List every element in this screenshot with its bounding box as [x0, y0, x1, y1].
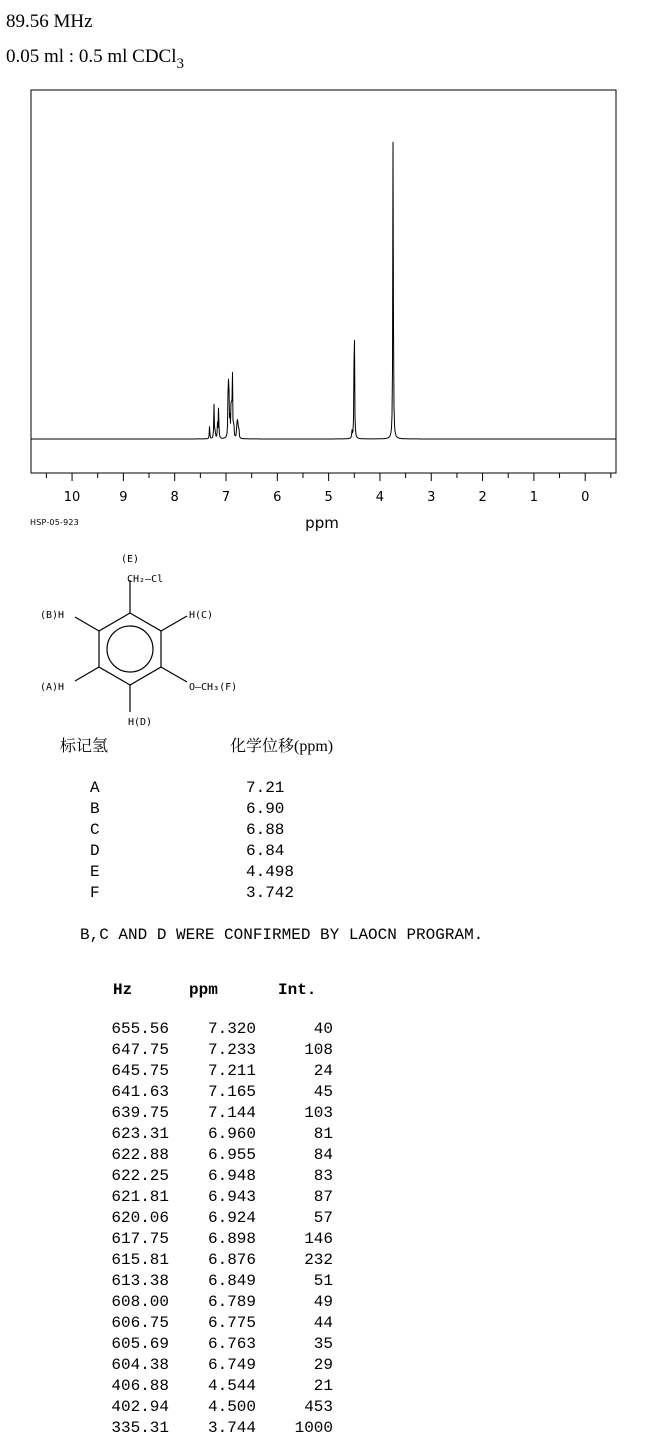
- och3-group: O—CH₃(F): [189, 682, 238, 693]
- peak-int: 24: [313, 1062, 333, 1080]
- x-tick-label: 1: [529, 490, 539, 505]
- solvent-text: 0.05 ml : 0.5 ml CDCl: [6, 46, 177, 67]
- x-tick-label: 3: [427, 490, 436, 505]
- peak-int: 57: [313, 1209, 333, 1227]
- peak-int: 49: [313, 1293, 333, 1311]
- shift-row-label: D: [90, 842, 100, 860]
- peak-header-int: Int.: [278, 981, 317, 999]
- peak-ppm: 6.789: [207, 1293, 256, 1311]
- x-tick-label: 7: [221, 490, 231, 505]
- shift-row-ppm: 6.90: [246, 800, 285, 818]
- peak-ppm: 6.924: [207, 1209, 256, 1227]
- peak-hz: 621.81: [111, 1188, 169, 1206]
- shift-col-ppm: 化学位移(ppm): [230, 738, 334, 755]
- ring-hexagon: [99, 613, 161, 685]
- peak-hz: 608.00: [111, 1293, 169, 1311]
- x-axis-tick-labels: [64, 490, 590, 505]
- shift-row-ppm: 6.84: [246, 842, 285, 860]
- peak-int: 108: [304, 1041, 333, 1059]
- peak-hz: 645.75: [111, 1062, 169, 1080]
- peak-ppm: 4.500: [207, 1398, 256, 1416]
- peak-ppm: 7.165: [207, 1083, 256, 1101]
- bond-upper-right: [161, 616, 187, 631]
- label-e: (E): [120, 554, 140, 565]
- peak-int: 83: [313, 1167, 333, 1185]
- peak-int: 146: [304, 1230, 333, 1248]
- benzene-ring: [75, 580, 187, 712]
- peak-hz: 613.38: [111, 1272, 169, 1290]
- peak-hz: 335.31: [111, 1419, 169, 1437]
- peak-ppm: 6.775: [207, 1314, 256, 1332]
- peak-hz: 605.69: [111, 1335, 169, 1353]
- peak-ppm: 6.898: [207, 1230, 256, 1248]
- peak-int: 51: [313, 1272, 333, 1290]
- shift-row-label: C: [90, 821, 100, 839]
- shift-row-ppm: 6.88: [246, 821, 285, 839]
- x-tick-label: 5: [324, 490, 333, 505]
- x-axis-ticks: [46, 473, 610, 481]
- peak-ppm: 6.960: [207, 1125, 256, 1143]
- plot-frame: [31, 90, 616, 473]
- bond-lower-right: [161, 667, 187, 682]
- peak-hz: 623.31: [111, 1125, 169, 1143]
- peak-hz: 622.88: [111, 1146, 169, 1164]
- peak-hz: 641.63: [111, 1083, 169, 1101]
- confirmation-note: B,C AND D WERE CONFIRMED BY LAOCN PROGRAM.: [80, 926, 484, 944]
- peak-ppm: 7.144: [207, 1104, 256, 1122]
- peak-ppm: 7.320: [207, 1020, 256, 1038]
- peak-hz: 647.75: [111, 1041, 169, 1059]
- ring-circle: [107, 626, 153, 672]
- shift-row-ppm: 3.742: [246, 884, 295, 902]
- shift-row-label: F: [90, 884, 100, 902]
- peak-hz: 402.94: [111, 1398, 169, 1416]
- peak-int: 44: [313, 1314, 333, 1332]
- peak-hz: 622.25: [111, 1167, 169, 1185]
- peak-int: 40: [313, 1020, 333, 1038]
- ch2cl-group: CH₂—Cl: [127, 574, 164, 585]
- peak-ppm: 6.749: [207, 1356, 256, 1374]
- spectrum-code: HSP-05-923: [30, 518, 79, 527]
- shift-row-label: B: [90, 800, 100, 818]
- x-tick-label: 0: [581, 490, 590, 505]
- peak-ppm: 6.763: [207, 1335, 256, 1353]
- label-hc: H(C): [189, 610, 214, 621]
- peak-header-ppm: ppm: [189, 981, 218, 999]
- peak-int: 1000: [294, 1419, 333, 1437]
- peak-int: 29: [313, 1356, 333, 1374]
- bond-upper-left: [75, 617, 99, 631]
- peak-int: 453: [304, 1398, 333, 1416]
- peak-ppm: 7.233: [207, 1041, 256, 1059]
- shift-row-label: A: [90, 779, 100, 797]
- label-bh: (B)H: [40, 610, 65, 621]
- label-hd: H(D): [128, 717, 153, 728]
- peak-ppm: 6.849: [207, 1272, 256, 1290]
- x-tick-label: 2: [478, 490, 487, 505]
- x-tick-label: 8: [170, 490, 179, 505]
- peak-int: 87: [313, 1188, 333, 1206]
- x-tick-label: 4: [375, 490, 385, 505]
- structure-diagram: [0, 540, 330, 730]
- peak-hz: 620.06: [111, 1209, 169, 1227]
- peak-int: 232: [304, 1251, 333, 1269]
- shift-row-ppm: 7.21: [246, 779, 285, 797]
- peak-hz: 617.75: [111, 1230, 169, 1248]
- peak-hz: 606.75: [111, 1314, 169, 1332]
- label-ah: (A)H: [40, 682, 65, 693]
- solvent-subscript: 3: [176, 56, 184, 72]
- peak-int: 45: [313, 1083, 333, 1101]
- peak-hz: 639.75: [111, 1104, 169, 1122]
- spectrum-trace: [31, 142, 616, 439]
- peak-ppm: 6.955: [207, 1146, 256, 1164]
- peak-int: 81: [313, 1125, 333, 1143]
- peak-hz: 655.56: [111, 1020, 169, 1038]
- peak-ppm: 4.544: [207, 1377, 256, 1395]
- shift-row-label: E: [90, 863, 100, 881]
- peak-ppm: 6.948: [207, 1167, 256, 1185]
- peak-int: 103: [304, 1104, 333, 1122]
- peak-hz: 604.38: [111, 1356, 169, 1374]
- bond-lower-left: [75, 667, 99, 681]
- peak-ppm: 7.211: [207, 1062, 256, 1080]
- peak-int: 21: [313, 1377, 333, 1395]
- peak-hz: 406.88: [111, 1377, 169, 1395]
- spectrometer-frequency: 89.56 MHz: [6, 11, 93, 32]
- x-axis-label: ppm: [305, 514, 339, 532]
- peak-ppm: 3.744: [207, 1419, 256, 1437]
- peak-ppm: 6.876: [207, 1251, 256, 1269]
- peak-header-hz: Hz: [113, 981, 133, 999]
- x-tick-label: 6: [273, 490, 282, 505]
- peak-hz: 615.81: [111, 1251, 169, 1269]
- peak-int: 35: [313, 1335, 333, 1353]
- peak-int: 84: [313, 1146, 333, 1164]
- x-tick-label: 10: [63, 490, 81, 505]
- shift-row-ppm: 4.498: [246, 863, 295, 881]
- nmr-spectrum-chart: [0, 0, 652, 540]
- x-tick-label: 9: [119, 490, 128, 505]
- peak-ppm: 6.943: [207, 1188, 256, 1206]
- shift-col-label: 标记氢: [60, 738, 109, 755]
